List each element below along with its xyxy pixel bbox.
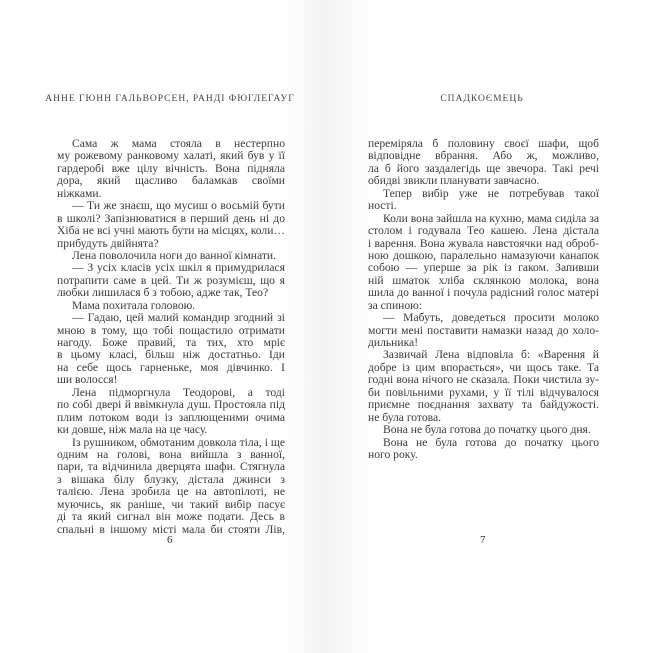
text-line: ності.: [368, 200, 397, 213]
paragraph: [368, 437, 599, 462]
text-line: по собі двері й ввімкнула душ. Простояла під: [57, 399, 285, 412]
running-header-authors: АННЕ ГЮНН ГАЛЬВОРСЕН, РАНДІ ФЮГЛЕГАУГ: [45, 94, 295, 104]
text-line: ді та який сигнал він може подати. Десь в: [57, 511, 285, 524]
text-line: відповідне вбрання. Або ж, можливо,: [368, 150, 599, 163]
right-page: [327, 0, 653, 653]
page-number: 7: [480, 534, 486, 546]
text-line: Лена поволочила ноги до ванної кімнати.: [72, 249, 277, 262]
text-line: плим потоком води із заплющеними очима: [57, 411, 285, 424]
text-line: ніжками.: [57, 187, 102, 200]
text-line: Зазвичай Лена відповіла б: «Варення й: [383, 349, 599, 362]
text-line: ши волосся!: [57, 374, 118, 387]
body-text: [368, 138, 599, 461]
text-line: Тепер вибір уже не потребував такої: [383, 187, 599, 200]
text-line: ла б його заздалегідь ще звечора. Такі речі: [368, 162, 599, 175]
text-line: потрапити саме в цей. Ти ж розумієш, що я: [57, 274, 285, 287]
text-line: дильника!: [368, 337, 419, 349]
text-line: би повільними рухами, у її тілі відчувалося: [368, 386, 599, 399]
text-line: мною в тому, що тобі пощастило отримати: [57, 324, 285, 337]
text-line: Сама ж мама стояла в нестерпно: [72, 138, 285, 150]
paragraph: [368, 349, 599, 424]
text-line: ною дошкою, паралельно намазуючи канапок: [368, 249, 599, 262]
text-line: Коли вона зайшла на кухню, мама сиділа за: [383, 212, 599, 225]
body-text: [57, 138, 285, 536]
paragraph: [57, 200, 285, 250]
page-number: 6: [167, 534, 173, 546]
text-line: столом і годувала Тео кашею. Лена дістала: [368, 225, 599, 238]
text-line: на себе щось гарненьке, моя дівчинко. І: [57, 361, 285, 374]
text-line: переміряла б половину своєї шафи, щоб: [368, 138, 599, 150]
text-line: нагоду. Боже правий, та тих, хто мріє: [57, 337, 285, 349]
text-line: гардеробі вже цілу вічність. Вона підняла: [57, 162, 285, 175]
text-line: прибудуть двійнята?: [57, 237, 159, 250]
paragraph: [368, 424, 599, 436]
paragraph: [57, 300, 285, 312]
text-line: не була готова.: [368, 411, 442, 424]
text-line: талією. Лена зробила це на автопілоті, не: [57, 486, 285, 499]
running-header-title: СПАДКОЄМЕЦЬ: [440, 94, 524, 104]
text-line: ній шматок хліба склянкою молока, вона: [368, 274, 599, 287]
text-line: за спиною:: [368, 299, 423, 312]
text-line: в школі? Запізнюватися в перший день ні до: [57, 212, 285, 225]
paragraph: [368, 188, 599, 213]
text-line: приємне поєднання захвату та байдужості.: [368, 399, 599, 412]
text-line: пари, та відчинила дверцята шафи. Стягнула: [57, 461, 285, 474]
paragraph: [57, 262, 285, 299]
paragraph: [57, 387, 285, 437]
text-line: Мама похитала головою.: [72, 299, 196, 312]
text-line: — Ти же знаєш, що мусиш о восьмій бути: [72, 200, 285, 213]
text-line: — Мабуть, доведеться просити молоко: [383, 312, 599, 325]
text-line: — З усіх класів усіх шкіл я примудрилася: [72, 262, 285, 275]
text-line: обидві звикли планувати завчасно.: [368, 175, 540, 188]
paragraph: [368, 312, 599, 349]
paragraph: [57, 138, 285, 200]
text-line: одним на голові, вона вийшла з ванної,: [57, 448, 285, 461]
text-line: Лена підморгнула Теодорові, а тоді: [72, 386, 285, 399]
text-line: дора, який щасливо баламкав своїми: [57, 175, 285, 188]
paragraph: [57, 312, 285, 387]
text-line: добре із цим впорається», чи щось таке. Та: [368, 361, 599, 374]
text-line: ки довше, ніж мала на це часу.: [57, 424, 208, 437]
text-line: з вішака білу блузку, дістала джинси з: [57, 473, 285, 486]
text-line: в цьому класі, більш ніж достатньо. Іди: [57, 349, 285, 362]
text-line: — Гадаю, цей малий командир згодний зі: [72, 312, 285, 325]
text-line: Вона не була готова до початку цього дня.: [383, 424, 591, 437]
text-line: собою — уперше за рік із гаком. Запивши: [368, 262, 599, 275]
paragraph: [368, 138, 599, 188]
text-line: спальні в іншому місті мала би стояти Лів,: [57, 523, 285, 536]
text-line: ного року.: [368, 448, 418, 461]
text-line: Вона не була готова до початку цього: [383, 436, 599, 449]
text-line: шила до ванної і почула радісний голос матері: [368, 287, 599, 300]
text-line: му рожевому ранковому халаті, який був у її: [57, 150, 285, 163]
text-line: любки лишилася б з тобою, адже так, Тео?: [57, 287, 269, 300]
text-line: Хіба не всі учні мають бути на місцях, коли…: [57, 225, 285, 238]
text-line: годні вона нічого не сказала. Поки чистила зу-: [368, 374, 599, 387]
paragraph: [368, 213, 599, 313]
text-line: Із рушником, обмотаним довкола тіла, і ще: [72, 436, 285, 449]
text-line: муючись, як раніше, чи такий вибір пасує: [57, 498, 285, 511]
text-line: і варення. Вона жувала навстоячки над оброб-: [368, 237, 599, 250]
paragraph: [57, 437, 285, 537]
paragraph: [57, 250, 285, 262]
text-line: могти мені поставити намазки назад до холо-: [368, 324, 599, 337]
